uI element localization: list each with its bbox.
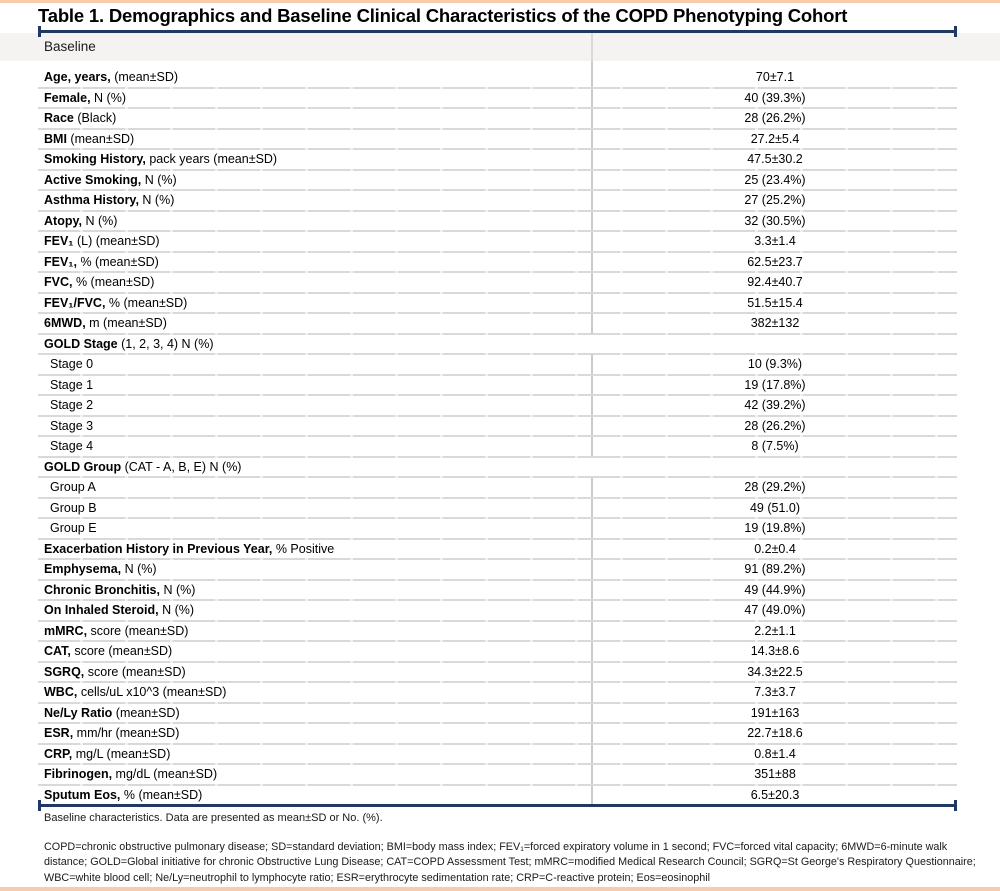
row-label-rest: score (mean±SD) (90, 623, 189, 638)
row-label-bold: Female, (44, 90, 91, 105)
table-row (38, 335, 957, 356)
row-label (38, 314, 593, 335)
row-value: 28 (26.2%) (744, 418, 806, 433)
table-row (38, 109, 957, 130)
table-footnote: Baseline characteristics. Data are presented as mean±SD or No. (%). (44, 812, 383, 824)
table-row (38, 683, 957, 704)
row-label-rest: N (%) (124, 562, 157, 576)
row-label (38, 212, 593, 233)
row-label-rest: N (%) (85, 213, 118, 228)
row-value: 28 (26.2%) (744, 111, 806, 125)
row-label (38, 642, 593, 663)
row-label (38, 89, 593, 110)
row-label (38, 273, 593, 294)
row-value: 27.2±5.4 (750, 131, 800, 146)
table-row (38, 212, 957, 233)
table-row (38, 786, 957, 807)
row-label (38, 437, 593, 458)
row-label-rest: (1, 2, 3, 4) N (%) (121, 336, 214, 351)
row-label-rest: % (mean±SD) (75, 275, 155, 289)
row-label-bold: Smoking History, (44, 152, 146, 166)
row-label-bold: GOLD Stage (44, 336, 118, 351)
row-label-rest: Group B (50, 500, 97, 515)
row-value: 382±132 (750, 316, 800, 330)
table-row (38, 560, 957, 581)
table-top-rule (38, 30, 957, 33)
row-value: 14.3±8.6 (750, 644, 800, 658)
row-label (38, 355, 593, 376)
row-label-bold: Fibrinogen, (44, 767, 113, 781)
table-row (38, 437, 957, 458)
row-label-rest: % (mean±SD) (108, 295, 188, 310)
row-value: 22.7±18.6 (747, 726, 803, 740)
row-label (38, 335, 957, 356)
table-row (38, 663, 957, 684)
abbreviations-footnote: COPD=chronic obstructive pulmonary disease; SD=standard deviation; BMI=body mass index; FEV₁=forced expiratory volume in 1 second; FVC=forced vital capacity; 6MWD=6-minute walk distance; GOLD=Global initiative for chronic Obstructive Lung Disease; CAT=COPD Assessment Test; mMRC=modified Medical Research Council; SGRQ=St George's Respiratory Questionnaire; WBC=white blood cell; Ne/Ly=neutrophil to lymphocyte ratio; ESR=erythrocyte sedimentation rate; CRP=C-reactive protein; Eos=eosinophil (44, 841, 976, 884)
table-row (38, 253, 957, 274)
row-label (38, 130, 593, 151)
row-label-bold: CAT, (44, 644, 71, 658)
row-label-bold: CRP, (44, 746, 73, 761)
row-value: 0.2±0.4 (754, 541, 796, 556)
row-label (38, 478, 593, 499)
row-label-bold: Active Smoking, (44, 172, 142, 187)
row-label-bold: Emphysema, (44, 562, 122, 576)
row-label-rest: (mean±SD) (114, 70, 179, 84)
row-label-bold: FVC, (44, 275, 73, 289)
row-label-rest: N (%) (162, 603, 195, 617)
table-row (38, 704, 957, 725)
row-value: 70±7.1 (755, 70, 795, 84)
row-label-bold: Sputum Eos, (44, 787, 121, 802)
row-label-rest: pack years (mean±SD) (149, 152, 278, 166)
table-row (38, 622, 957, 643)
table-row (38, 191, 957, 212)
table-body (38, 61, 957, 806)
row-label-bold: BMI (44, 131, 67, 146)
row-value: 19 (17.8%) (744, 377, 806, 392)
row-label-rest: score (mean±SD) (74, 644, 173, 658)
row-label-rest: mm/hr (mean±SD) (76, 726, 180, 740)
row-label (38, 745, 593, 766)
row-label (38, 171, 593, 192)
row-value: 40 (39.3%) (744, 90, 806, 105)
table-row (38, 68, 957, 89)
row-label (38, 191, 593, 212)
row-label-bold: mMRC, (44, 623, 88, 638)
row-value: 7.3±3.7 (754, 685, 796, 699)
row-label (38, 560, 593, 581)
row-value: 32 (30.5%) (744, 213, 806, 228)
row-label-rest: (mean±SD) (70, 131, 135, 146)
table-row (38, 294, 957, 315)
table-bottom-rule (38, 804, 957, 807)
row-label (38, 540, 593, 561)
row-label-rest: mg/L (mean±SD) (75, 746, 171, 761)
top-accent-line (0, 0, 1000, 3)
row-value: 10 (9.3%) (747, 357, 803, 371)
row-value: 42 (39.2%) (744, 398, 806, 412)
table-row (38, 724, 957, 745)
row-label-bold: Race (44, 111, 74, 125)
row-label (38, 601, 593, 622)
row-label (38, 294, 593, 315)
row-label-bold: Exacerbation History in Previous Year, (44, 541, 273, 556)
row-value: 28 (29.2%) (744, 480, 806, 494)
row-label-bold: Atopy, (44, 213, 82, 228)
table-row (38, 745, 957, 766)
table-row (38, 417, 957, 438)
table-row (38, 130, 957, 151)
table-row (38, 581, 957, 602)
table-row (38, 355, 957, 376)
row-label-rest: mg/dL (mean±SD) (115, 767, 218, 781)
row-label (38, 765, 593, 786)
row-label (38, 253, 593, 274)
table-row (38, 273, 957, 294)
table-row (38, 519, 957, 540)
table-row (38, 499, 957, 520)
table-row (38, 642, 957, 663)
row-label-bold: Asthma History, (44, 193, 139, 207)
table-row (38, 478, 957, 499)
row-label-rest: Stage 0 (50, 357, 94, 371)
row-label (38, 396, 593, 417)
row-label-rest: N (%) (142, 193, 175, 207)
row-label (38, 150, 593, 171)
table-row (38, 376, 957, 397)
row-label (38, 581, 593, 602)
row-label (38, 232, 593, 253)
row-label (38, 417, 593, 438)
row-label (38, 622, 593, 643)
row-label-rest: (Black) (77, 111, 117, 125)
row-label-rest: m (mean±SD) (89, 316, 167, 330)
table-row (38, 232, 957, 253)
row-value: 62.5±23.7 (747, 254, 803, 269)
table-row (38, 171, 957, 192)
row-label (38, 68, 593, 89)
row-label-bold: FEV₁ (44, 234, 74, 248)
row-label-rest: score (mean±SD) (87, 664, 186, 679)
row-value: 91 (89.2%) (744, 562, 806, 576)
row-label-rest: Group A (50, 480, 96, 494)
header-gap-spacer (38, 61, 957, 68)
row-label-rest: Group E (50, 521, 97, 535)
row-label-rest: cells/uL x10^3 (mean±SD) (80, 685, 227, 699)
row-label-bold: GOLD Group (44, 459, 122, 474)
table-row (38, 601, 957, 622)
row-label (38, 663, 593, 684)
row-label-rest: Stage 1 (50, 377, 94, 392)
row-value: 0.8±1.4 (754, 746, 796, 761)
table-row (38, 396, 957, 417)
row-value: 34.3±22.5 (747, 664, 803, 679)
row-label-rest: Stage 4 (50, 439, 94, 453)
table-row (38, 89, 957, 110)
row-label-bold: Age, years, (44, 70, 111, 84)
row-value: 47 (49.0%) (744, 603, 806, 617)
table-row (38, 458, 957, 479)
row-label (38, 724, 593, 745)
row-label (38, 519, 593, 540)
row-label-bold: Chronic Bronchitis, (44, 582, 160, 597)
row-label-rest: N (%) (163, 582, 196, 597)
row-label-bold: FEV₁/FVC, (44, 295, 106, 310)
row-value: 6.5±20.3 (750, 787, 800, 802)
row-label-bold: FEV₁, (44, 254, 77, 269)
row-label (38, 499, 593, 520)
row-label (38, 376, 593, 397)
row-label-bold: ESR, (44, 726, 74, 740)
row-label (38, 704, 593, 725)
row-label-rest: Stage 2 (50, 398, 94, 412)
table-row (38, 314, 957, 335)
row-label-rest: (L) (mean±SD) (76, 234, 160, 248)
row-label-rest: (mean±SD) (115, 705, 180, 720)
table-row (38, 150, 957, 171)
bottom-accent-line (0, 887, 1000, 891)
table-rows (38, 68, 957, 806)
row-label (38, 109, 593, 130)
row-value: 351±88 (754, 767, 796, 781)
row-value: 2.2±1.1 (754, 623, 796, 638)
row-label-bold: 6MWD, (44, 316, 86, 330)
row-value: 8 (7.5%) (751, 439, 799, 453)
row-label (38, 683, 593, 704)
row-label-bold: On Inhaled Steroid, (44, 603, 159, 617)
header-column-divider (591, 33, 593, 61)
table-row (38, 765, 957, 786)
row-value: 47.5±30.2 (747, 152, 803, 166)
row-label-rest: N (%) (94, 90, 126, 105)
row-label-rest: N (%) (144, 172, 177, 187)
row-value: 49 (51.0) (749, 500, 801, 515)
row-label-rest: % (mean±SD) (80, 254, 159, 269)
table-row (38, 540, 957, 561)
row-label-bold: Ne/Ly Ratio (44, 705, 113, 720)
row-label (38, 786, 593, 807)
row-label-rest: % (mean±SD) (123, 787, 203, 802)
header-baseline-label: Baseline (44, 39, 96, 54)
row-value: 92.4±40.7 (747, 275, 803, 289)
row-value: 19 (19.8%) (744, 521, 806, 535)
row-label-rest: % Positive (275, 541, 335, 556)
row-label (38, 458, 957, 479)
row-label-rest: Stage 3 (50, 418, 94, 433)
row-value: 25 (23.4%) (744, 172, 806, 187)
row-label-bold: WBC, (44, 685, 78, 699)
row-label-rest: (CAT - A, B, E) N (%) (124, 459, 242, 474)
row-value: 191±163 (750, 705, 800, 720)
row-value: 49 (44.9%) (744, 582, 806, 597)
table-title: Table 1. Demographics and Baseline Clinical Characteristics of the COPD Phenotyping Cohort (38, 5, 848, 26)
row-value: 27 (25.2%) (744, 193, 806, 207)
row-label-bold: SGRQ, (44, 664, 85, 679)
row-value: 3.3±1.4 (754, 234, 796, 248)
table-header-row (0, 33, 1000, 61)
row-value: 51.5±15.4 (747, 295, 803, 310)
